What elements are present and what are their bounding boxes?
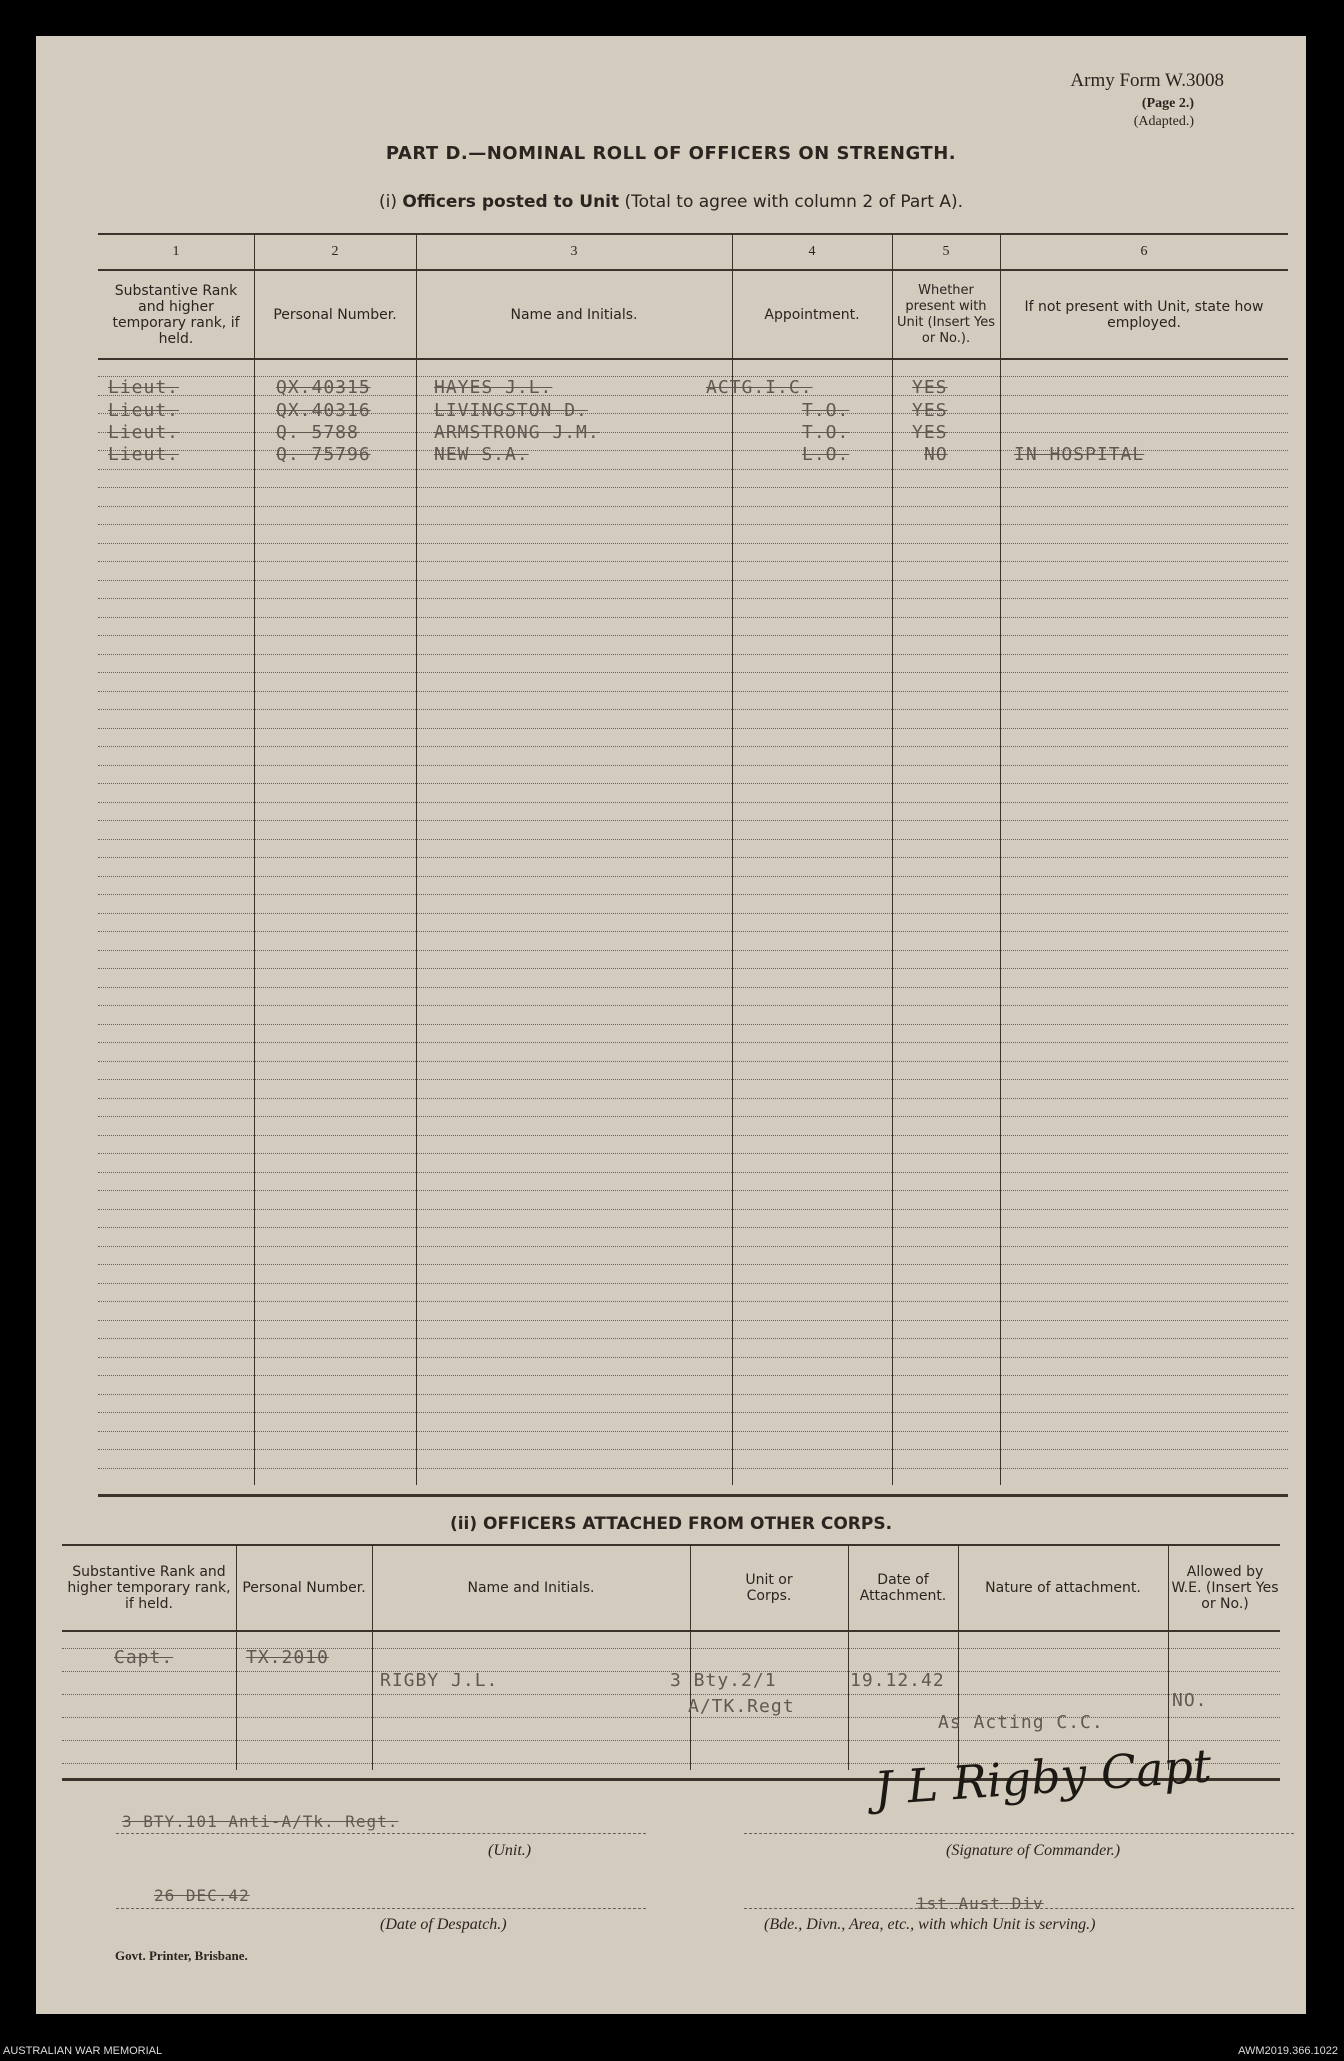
ruled-line: [98, 654, 1288, 655]
row1-appointment: ACTG.I.C.: [706, 377, 813, 398]
bde-value: 1st Aust Div: [916, 1894, 1044, 1913]
ruled-line: [98, 1320, 1288, 1321]
ruled-line: [98, 506, 1288, 507]
row2-present: YES: [912, 400, 948, 421]
ruled-line: [98, 1375, 1288, 1376]
ruled-line: [98, 968, 1288, 969]
ruled-line: [98, 487, 1288, 488]
t2-header-rank: Substantive Rank and higher temporary rank, if held.: [67, 1564, 231, 1612]
section1-prefix: (i): [379, 192, 397, 212]
ruled-line: [98, 1412, 1288, 1413]
adapted-note: (Adapted.): [1133, 114, 1194, 129]
archive-left: AUSTRALIAN WAR MEMORIAL: [3, 2045, 163, 2057]
despatch-label: (Date of Despatch.): [380, 1916, 507, 1933]
archive-right: AWM2019.366.1022: [1238, 2045, 1338, 2057]
section1-rest: (Total to agree with column 2 of Part A).: [624, 192, 963, 212]
t2-name: RIGBY J.L.: [380, 1670, 499, 1691]
header-name: Name and Initials.: [510, 307, 638, 323]
ruled-line: [98, 913, 1288, 914]
col-num-4: 4: [808, 244, 816, 259]
ruled-line: [98, 1246, 1288, 1247]
ruled-line: [98, 876, 1288, 877]
header-employed: If not present with Unit, state how employed.: [1024, 299, 1264, 331]
row4-name: NEW S.A.: [434, 444, 529, 465]
col-num-3: 3: [570, 244, 578, 259]
ruled-line: [98, 1209, 1288, 1210]
row2-number: QX.40316: [276, 400, 371, 421]
part-title: PART D.—NOMINAL ROLL OF OFFICERS ON STRENGTH.: [385, 143, 957, 164]
ruled-line: [98, 1468, 1288, 1469]
row2-name: LIVINGSTON D.: [434, 400, 588, 421]
ruled-line: [98, 580, 1288, 581]
row1-present: YES: [912, 377, 948, 398]
ruled-line: [98, 1227, 1288, 1228]
t2-header-nature: Nature of attachment.: [985, 1580, 1141, 1596]
row4-employed: IN HOSPITAL: [1014, 444, 1145, 465]
ruled-line: [98, 709, 1288, 710]
row1-name: HAYES J.L.: [434, 377, 553, 398]
ruled-line: [98, 1024, 1288, 1025]
t2-date: 19.12.42: [850, 1670, 945, 1691]
ruled-line: [98, 1283, 1288, 1284]
ruled-line: [98, 598, 1288, 599]
form-number: Army Form W.3008: [1070, 70, 1224, 91]
t2-unit-line1: 3 Bty.2/1: [670, 1670, 777, 1691]
ruled-line: [98, 1449, 1288, 1450]
col-num-1: 1: [172, 244, 180, 259]
ruled-line: [98, 1061, 1288, 1062]
ruled-line: [98, 1264, 1288, 1265]
section1-bold: Officers posted to Unit: [402, 192, 620, 212]
ruled-line: [98, 987, 1288, 988]
ruled-line: [98, 635, 1288, 636]
t2-unit-line2: A/TK.Regt: [688, 1696, 795, 1717]
ruled-line: [98, 1357, 1288, 1358]
t2-nature: As Acting C.C.: [938, 1712, 1104, 1733]
section2-title: (ii) OFFICERS ATTACHED FROM OTHER CORPS.: [449, 1514, 893, 1534]
ruled-line: [98, 1172, 1288, 1173]
header-appointment: Appointment.: [764, 307, 860, 323]
row3-present: YES: [912, 422, 948, 443]
ruled-line: [98, 802, 1288, 803]
t2-header-date: Date of Attachment.: [859, 1572, 947, 1604]
ruled-line: [98, 561, 1288, 562]
ruled-line: [98, 691, 1288, 692]
ruled-line: [98, 1079, 1288, 1080]
ruled-line: [98, 543, 1288, 544]
ruled-line: [98, 728, 1288, 729]
commander-signature: J L Rigby Capt: [872, 1738, 1214, 1816]
ruled-line: [62, 1694, 1280, 1695]
ruled-line: [98, 1394, 1288, 1395]
header-rank: Substantive Rank and higher temporary rank, if held.: [112, 283, 240, 347]
row3-appointment: T.O.: [802, 422, 850, 443]
t2-header-name: Name and Initials.: [467, 1580, 595, 1596]
row3-number: Q. 5788: [276, 422, 359, 443]
header-number: Personal Number.: [273, 307, 397, 323]
ruled-line: [98, 839, 1288, 840]
page-number: (Page 2.): [1141, 96, 1194, 111]
ruled-line: [98, 1301, 1288, 1302]
ruled-line: [98, 931, 1288, 932]
t2-header-allowed: Allowed by W.E. (Insert Yes or No.): [1171, 1564, 1279, 1612]
t2-rank: Capt.: [114, 1647, 174, 1668]
ruled-line: [62, 1740, 1280, 1741]
t2-header-number: Personal Number.: [242, 1580, 366, 1596]
form-page: [36, 36, 1306, 2014]
ruled-line: [98, 783, 1288, 784]
ruled-line: [98, 1135, 1288, 1136]
ruled-line: [98, 1042, 1288, 1043]
col-num-6: 6: [1140, 244, 1148, 259]
ruled-line: [98, 1005, 1288, 1006]
ruled-line: [98, 672, 1288, 673]
ruled-line: [98, 765, 1288, 766]
ruled-line: [98, 524, 1288, 525]
t2-header-unit: Unit or Corps.: [745, 1572, 793, 1604]
ruled-line: [98, 1098, 1288, 1099]
ruled-line: [98, 617, 1288, 618]
bde-label: (Bde., Divn., Area, etc., with which Unit is serving.): [764, 1916, 1096, 1933]
row3-name: ARMSTRONG J.M.: [434, 422, 600, 443]
row1-rank: Lieut.: [108, 377, 180, 398]
unit-value: 3 BTY.101 Anti-A/Tk. Regt.: [122, 1812, 399, 1831]
row4-number: Q. 75796: [276, 444, 371, 465]
section1-title: [36, 192, 1306, 212]
col-num-5: 5: [942, 244, 950, 259]
ruled-line: [98, 1153, 1288, 1154]
col-num-2: 2: [331, 244, 339, 259]
row3-rank: Lieut.: [108, 422, 180, 443]
row2-appointment: T.O.: [802, 400, 850, 421]
row4-rank: Lieut.: [108, 444, 180, 465]
unit-label: (Unit.): [488, 1842, 532, 1859]
ruled-line: [98, 746, 1288, 747]
ruled-line: [98, 1190, 1288, 1191]
t2-number: TX.2010: [246, 1647, 329, 1668]
row1-number: QX.40315: [276, 377, 371, 398]
t2-allowed: NO.: [1172, 1690, 1208, 1711]
ruled-line: [98, 1116, 1288, 1117]
ruled-line: [98, 894, 1288, 895]
ruled-line: [98, 1338, 1288, 1339]
ruled-line: [98, 950, 1288, 951]
ruled-line: [98, 1431, 1288, 1432]
printer-note: Govt. Printer, Brisbane.: [115, 1948, 248, 1963]
ruled-line: [98, 820, 1288, 821]
row2-rank: Lieut.: [108, 400, 180, 421]
signature-label: (Signature of Commander.): [946, 1842, 1121, 1859]
despatch-value: 26 DEC.42: [154, 1886, 250, 1905]
ruled-line: [98, 857, 1288, 858]
ruled-line: [98, 469, 1288, 470]
row4-appointment: L.O.: [802, 444, 850, 465]
row4-present: NO: [924, 444, 948, 465]
header-present: Whether present with Unit (Insert Yes or No.).: [896, 283, 996, 346]
ruled-line: [62, 1648, 1280, 1649]
